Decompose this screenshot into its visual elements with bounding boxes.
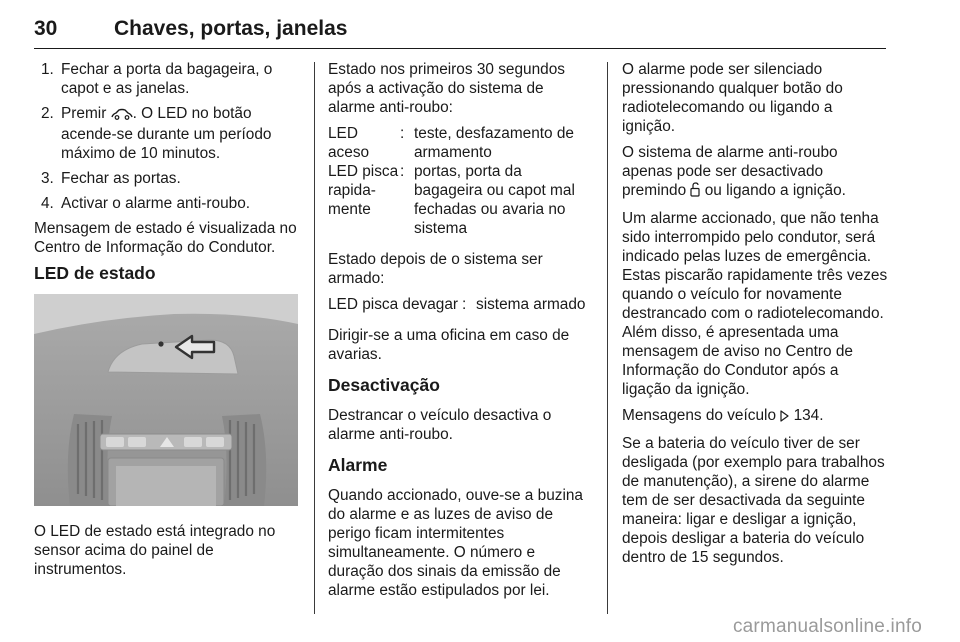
led-caption-text: O LED de estado está integrado no sensor acima do painel de instrumentos. [34, 523, 276, 578]
status-message-text: Mensagem de estado é visualizada no Centro de Informação do Condutor. [34, 220, 297, 256]
column-left [34, 60, 300, 586]
separator: : [462, 296, 467, 313]
page-reference-link[interactable]: 134 [793, 407, 820, 424]
page-ref-triangle-icon [780, 408, 789, 427]
led-term: LED pisca devagar [328, 296, 459, 313]
page-title: Chaves, portas, janelas [114, 17, 348, 40]
workshop-text: Dirigir-se a uma oficina em caso de avarias. [328, 327, 570, 363]
led-definition: sistema armado [476, 296, 586, 313]
battery-text: Se a bateria do veículo tiver de ser desligada (por exemplo para trabalhos de manutenção), a sirene do alarme tem de ser desactivada da seguinte maneira: ligar e desligar a ignição, depois desligar a bateria do veículo dentro de 15 segundos. [622, 435, 885, 566]
triggered-alarm-text: Um alarme accionado, que não tenha sido interrompido pelo condutor, será indicado pelas luzes de emergência. Estas piscarão rapidamente três vezes quando o veículo for novamente destrancado com o radiotelecomando. Além disso, é apresentada uma mensagem de aviso no Centro de Informação do Condutor após a ligação da ignição. [622, 210, 888, 398]
section-heading-deactivation: Desactivação [328, 375, 440, 395]
deactivation-text: Destrancar o veículo desactiva o alarme anti-roubo. [328, 407, 552, 443]
page-number: 30 [34, 17, 58, 40]
led-status-table [328, 124, 594, 238]
page-header [34, 12, 886, 49]
step-item: 4. Activar o alarme anti-roubo. [41, 195, 251, 212]
column-divider [607, 62, 608, 614]
status-intro-text: Estado nos primeiros 30 segundos após a activação do sistema de alarme anti-roubo: [328, 61, 565, 116]
unlock-icon [690, 182, 700, 202]
column-divider [314, 62, 315, 614]
step-item: 3. Fechar as portas. [41, 170, 181, 187]
led-definition: portas, porta da bagageira ou capot mal fechadas ou avaria no sistema [414, 163, 575, 237]
step-item: 2. Premir . O LED no botão acende-se durante um período máximo de 10 minutos. [41, 105, 272, 162]
column-middle [328, 60, 594, 607]
watermark: carmanualsonline.info [732, 616, 922, 637]
led-term: LED aceso [328, 125, 370, 161]
section-heading-alarm: Alarme [328, 455, 388, 475]
dashboard-led-photo [34, 294, 298, 506]
alarm-text: Quando accionado, ouve-se a buzina do alarme e as luzes de aviso de perigo ficam intermitentes simultaneamente. O número e duração dos sinais da emissão de alarme estão estipulados por lei. [328, 487, 583, 599]
deactivate-text: O sistema de alarme anti-roubo apenas pode ser desactivado premindo ou ligando a ignição. [622, 143, 888, 202]
silence-text: O alarme pode ser silenciado pressionando qualquer botão do radiotelecomando ou ligando a ignição. [622, 61, 843, 135]
car-lock-icon [111, 106, 133, 125]
armed-status-table [328, 295, 594, 314]
vehicle-messages-ref: Mensagens do veículo 134. [622, 406, 888, 427]
armed-intro-text: Estado depois de o sistema ser armado: [328, 251, 543, 287]
led-definition: teste, desfazamento de armamento [414, 125, 574, 161]
separator: : [400, 163, 405, 180]
led-term: LED pisca rapidamente [328, 163, 399, 218]
step-item: 1. Fechar a porta da bagageira, o capot e as janelas. [41, 61, 273, 97]
steps-list [34, 60, 300, 213]
separator: : [400, 125, 405, 142]
column-right [622, 60, 888, 574]
section-heading-led: LED de estado [34, 263, 156, 283]
